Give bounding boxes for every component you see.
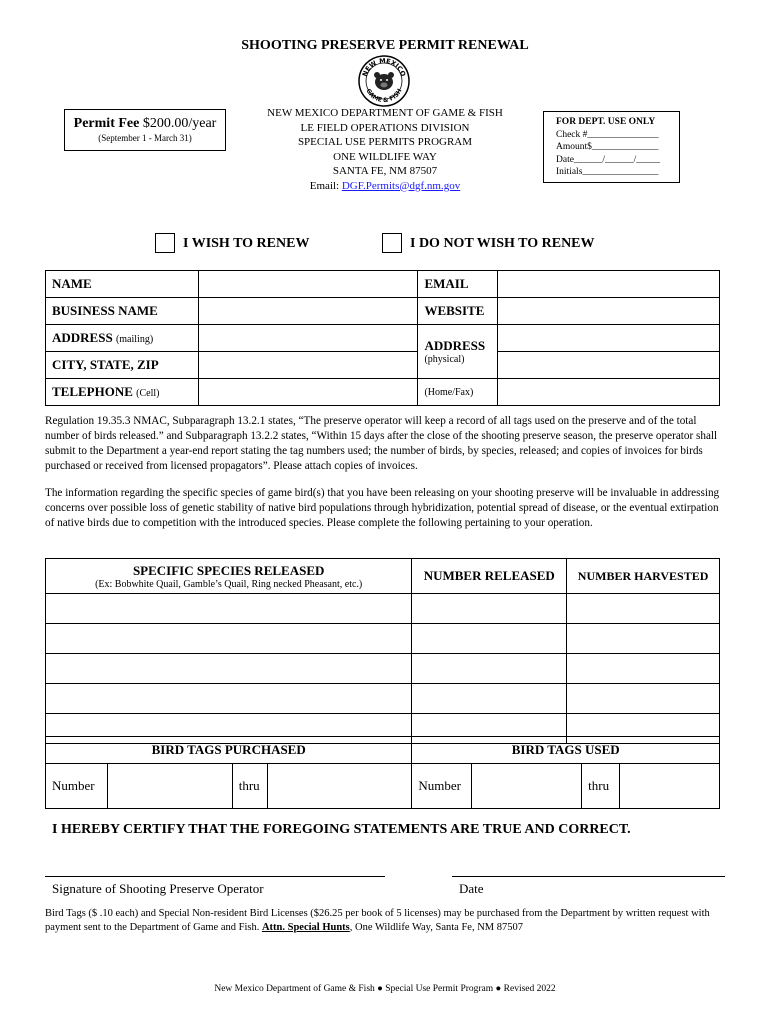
bear-seal-icon — [358, 55, 410, 107]
seal-bottom-text: GAME & FISH — [364, 87, 404, 105]
dept-use-box — [543, 111, 680, 183]
mailing-address-label — [46, 325, 199, 352]
info-paragraph: The information regarding the specific species of game bird(s) that you have been releasing on your shooting preserve will be invaluable in addressing concerns over possible loss of genetic stability of native bird populations through hybridization, potential spread of disease, or the eventual extirpation of native birds due to competition with the introduced species. Please complete the following pertaining to your operation. — [45, 487, 720, 529]
email-field[interactable] — [498, 271, 720, 298]
dept-line: LE FIELD OPERATIONS DIVISION — [300, 121, 470, 134]
bird-tags-note — [45, 907, 735, 935]
date-label: Date — [459, 881, 484, 896]
tags-used-header: BIRD TAGS USED — [412, 737, 720, 764]
renew-checkbox[interactable] — [155, 233, 175, 253]
not-renew-label: I DO NOT WISH TO RENEW — [410, 236, 595, 251]
number-harvested-header: NUMBER HARVESTED — [567, 559, 720, 594]
permit-fee-box — [64, 109, 226, 151]
email-label: Email: — [309, 179, 340, 192]
city-state-zip-label: CITY, STATE, ZIP — [46, 352, 199, 379]
website-field[interactable] — [498, 298, 720, 325]
signature-label: Signature of Shooting Preserve Operator — [52, 881, 264, 896]
dept-line: NEW MEXICO DEPARTMENT OF GAME & FISH — [267, 107, 503, 119]
signature-line[interactable] — [45, 876, 385, 877]
dept-use-date: Date______/______/_____ — [556, 154, 660, 165]
cell-note: (Cell) — [136, 388, 160, 399]
bird-note-text: Bird Tags ($ .10 each) and Special Non-resident Bird Licenses ($26.25 per book of 5 licenses) may be purchased from the Department by written request with payment sent to the Department of Game and Fish. — [45, 908, 710, 933]
fee-season: (September 1 - March 31) — [98, 133, 192, 143]
address-label: ADDRESS — [52, 330, 113, 345]
cell-phone-field[interactable] — [198, 379, 418, 406]
species-header — [46, 559, 412, 594]
page-footer: New Mexico Department of Game & Fish ● Special Use Permit Program ● Revised 2022 — [214, 984, 556, 994]
purchased-number-label: Number — [46, 764, 108, 809]
purchased-thru-field[interactable] — [267, 764, 412, 809]
department-address — [238, 106, 532, 193]
contact-info-table — [45, 270, 720, 406]
business-name-field[interactable] — [198, 298, 418, 325]
date-line[interactable] — [452, 876, 725, 877]
home-fax-field[interactable] — [498, 379, 720, 406]
species-cell[interactable] — [46, 624, 412, 654]
bird-note-address: , One Wildlife Way, Santa Fe, NM 87507 — [349, 922, 523, 933]
species-example: (Ex: Bobwhite Quail, Gamble’s Quail, Ring necked Pheasant, etc.) — [95, 578, 363, 590]
tel-label: TELEPHONE — [52, 384, 133, 399]
physical-address-label — [418, 325, 498, 379]
seal-top-text: NEW MEXICO — [360, 56, 408, 78]
species-col-title: SPECIFIC SPECIES RELEASED — [132, 562, 325, 578]
purchased-thru-label: thru — [232, 764, 267, 809]
attn-special-hunts: Attn. Special Hunts — [261, 922, 350, 933]
released-cell[interactable] — [412, 594, 567, 624]
physical-note: (physical) — [424, 354, 465, 365]
species-table — [45, 558, 720, 744]
released-cell[interactable] — [412, 684, 567, 714]
purchased-from-field[interactable] — [107, 764, 232, 809]
harvested-cell[interactable] — [567, 684, 720, 714]
dept-use-check: Check #_______________ — [556, 129, 659, 140]
dept-line: SPECIAL USE PERMITS PROGRAM — [297, 136, 473, 148]
phys-address-label: ADDRESS — [424, 338, 486, 353]
not-renew-checkbox[interactable] — [382, 233, 402, 253]
website-label: WEBSITE — [418, 298, 498, 325]
used-from-field[interactable] — [472, 764, 582, 809]
harvested-cell[interactable] — [567, 654, 720, 684]
renew-label: I WISH TO RENEW — [183, 236, 310, 251]
used-thru-label: thru — [582, 764, 620, 809]
mailing-address-field[interactable] — [198, 325, 418, 352]
page-title: SHOOTING PRESERVE PERMIT RENEWAL — [241, 38, 529, 53]
used-number-label: Number — [412, 764, 472, 809]
used-thru-field[interactable] — [620, 764, 720, 809]
fee-amount: $200.00/year — [142, 116, 217, 131]
harvested-cell[interactable] — [567, 594, 720, 624]
name-field[interactable] — [198, 271, 418, 298]
mailing-note: (mailing) — [115, 334, 154, 345]
telephone-label — [46, 379, 199, 406]
fee-label: Permit Fee — [73, 116, 140, 131]
city-state-zip-field[interactable] — [198, 352, 418, 379]
email-link[interactable]: DGF.Permits@dgf.nm.gov — [341, 179, 461, 192]
regulation-paragraph: Regulation 19.35.3 NMAC, Subparagraph 13.2.1 states, “The preserve operator will keep a record of all tags used on the preserve and of the total number of birds released.” and Subparagraph 13.2.2 states, “Within 15 days after the close of the shooting preserve season, the preserve operator shall submit to the Department a year-end report stating the tag numbers used; the number of birds, by species, released; and copies of invoices for birds purchased or received from licensed propagators”. Please attach copies of invoices. — [45, 415, 718, 472]
dept-use-amount: Amount$______________ — [556, 142, 659, 152]
bird-tags-table — [45, 736, 720, 809]
business-name-label: BUSINESS NAME — [46, 298, 199, 325]
dept-use-initials: Initials________________ — [556, 167, 659, 177]
email-field-label: EMAIL — [418, 271, 498, 298]
species-cell[interactable] — [46, 654, 412, 684]
home-fax-label: (Home/Fax) — [418, 379, 498, 406]
released-cell[interactable] — [412, 624, 567, 654]
dept-use-heading: FOR DEPT. USE ONLY — [556, 117, 656, 127]
dept-line: SANTA FE, NM 87507 — [332, 165, 438, 177]
species-cell[interactable] — [46, 594, 412, 624]
number-released-header: NUMBER RELEASED — [412, 559, 567, 594]
name-label: NAME — [46, 271, 199, 298]
physical-address-field-2[interactable] — [498, 352, 720, 379]
dept-line: ONE WILDLIFE WAY — [333, 150, 437, 163]
certification-statement: I HEREBY CERTIFY THAT THE FOREGOING STATEMENTS ARE TRUE AND CORRECT. — [52, 822, 631, 837]
harvested-cell[interactable] — [567, 624, 720, 654]
tags-purchased-header: BIRD TAGS PURCHASED — [46, 737, 412, 764]
physical-address-field[interactable] — [498, 325, 720, 352]
species-cell[interactable] — [46, 684, 412, 714]
released-cell[interactable] — [412, 654, 567, 684]
